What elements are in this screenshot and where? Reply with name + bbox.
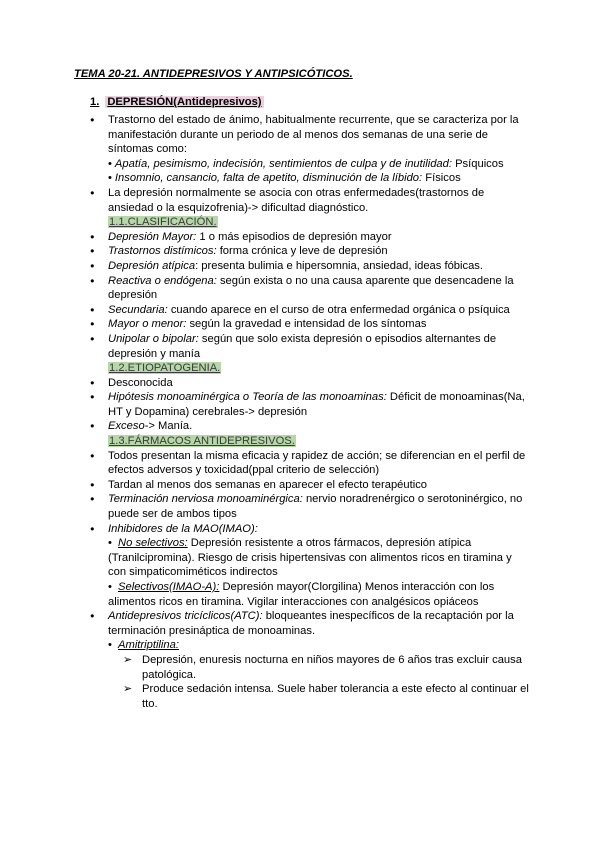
subsection-heading-farmacos: 1.3.FÁRMACOS ANTIDEPRESIVOS. — [109, 435, 295, 448]
symptom-line: • Insomnio, cansancio, falta de apetito, disminución de la líbido: Físicos — [108, 172, 461, 185]
list-item: ● Reactiva o endógena: según exista o no una causa aparente que desencadene la depresión — [90, 274, 530, 303]
document-title: TEMA 20-21. ANTIDEPRESIVOS Y ANTIPSICÓTICOS. — [74, 68, 353, 80]
list-item: ● Hipótesis monoaminérgica o Teoría de las monoaminas: Déficit de monoaminas(Na, HT y Dopamina) cerebrales-> depresión — [90, 390, 530, 419]
list-item: ● Unipolar o bipolar: según que solo exista depresión o episodios alternantes de depresión y manía — [90, 332, 530, 361]
list-item: ● Inhibidores de la MAO(IMAO): — [90, 522, 530, 537]
list-item: ● La depresión normalmente se asocia con otras enfermedades(trastornos de ansiedad o la esquizofrenia)-> dificultad diagnóstico. — [90, 186, 530, 215]
list-item: ● Trastorno del estado de ánimo, habitualmente recurrente, que se caracteriza por la manifestación durante un periodo de al menos dos semanas de una serie de síntomas como: — [90, 113, 530, 157]
section-label: DEPRESIÓN(Antidepresivos) — [107, 96, 262, 108]
list-item: ● Trastornos distímicos: forma crónica y leve de depresión — [90, 244, 530, 259]
subsection-heading-clasificacion: 1.1.CLASIFICACIÓN. — [109, 216, 217, 229]
document-body — [90, 113, 530, 711]
list-item: ● Mayor o menor: según la gravedad e intensidad de los síntomas — [90, 317, 530, 332]
imao-line: • No selectivos: Depresión resistente a otros fármacos, depresión atípica (Tranilcipromina). Riesgo de crisis hipertensivas con alimentos ricos en tiramina y con simpaticomiméticos indirectos — [108, 537, 512, 579]
list-item: ● Desconocida — [90, 376, 530, 391]
subsection-heading-etiopatogenia: 1.2.ETIOPATOGENIA. — [109, 362, 221, 375]
symptom-line: • Apatía, pesimismo, indecisión, sentimientos de culpa y de inutilidad: Psíquicos — [108, 157, 504, 170]
list-item: ● Depresión Mayor: 1 o más episodios de depresión mayor — [90, 230, 530, 245]
section-number: 1. — [90, 96, 100, 108]
atc-line: • Amitriptilina: — [108, 639, 179, 652]
list-item: ● Antidepresivos tricíclicos(ATC): bloqueantes inespecíficos de la recaptación por la terminación presináptica de monoaminas. — [90, 609, 530, 638]
list-item: ● Todos presentan la misma eficacia y rapidez de acción; se diferencian en el perfil de efectos adversos y toxicidad(ppal criterio de selección) — [90, 449, 530, 478]
arrow-point: ➢ Depresión, enuresis nocturna en niños mayores de 6 años tras excluir causa patológica. — [90, 653, 530, 682]
arrow-point: ➢ Produce sedación intensa. Suele haber tolerancia a este efecto al continuar el tto. — [90, 682, 530, 711]
section-heading — [90, 96, 264, 108]
imao-line: • Selectivos(IMAO-A): Depresión mayor(Clorgilina) Menos interacción con los alimentos ricos en tiramina. Vigilar interacciones con analgésicos opiáceos — [108, 581, 495, 608]
list-item: ● Secundaria: cuando aparece en el curso de otra enfermedad orgánica o psíquica — [90, 303, 530, 318]
list-item: ● Terminación nerviosa monoaminérgica: nervio noradrenérgico o serotoninérgico, no puede ser de ambos tipos — [90, 492, 530, 521]
list-item: ● Depresión atípica: presenta bulimia e hipersomnia, ansiedad, ideas fóbicas. — [90, 259, 530, 274]
list-item: ● Exceso-> Manía. — [90, 419, 530, 434]
list-item: ● Tardan al menos dos semanas en aparecer el efecto terapéutico — [90, 478, 530, 493]
